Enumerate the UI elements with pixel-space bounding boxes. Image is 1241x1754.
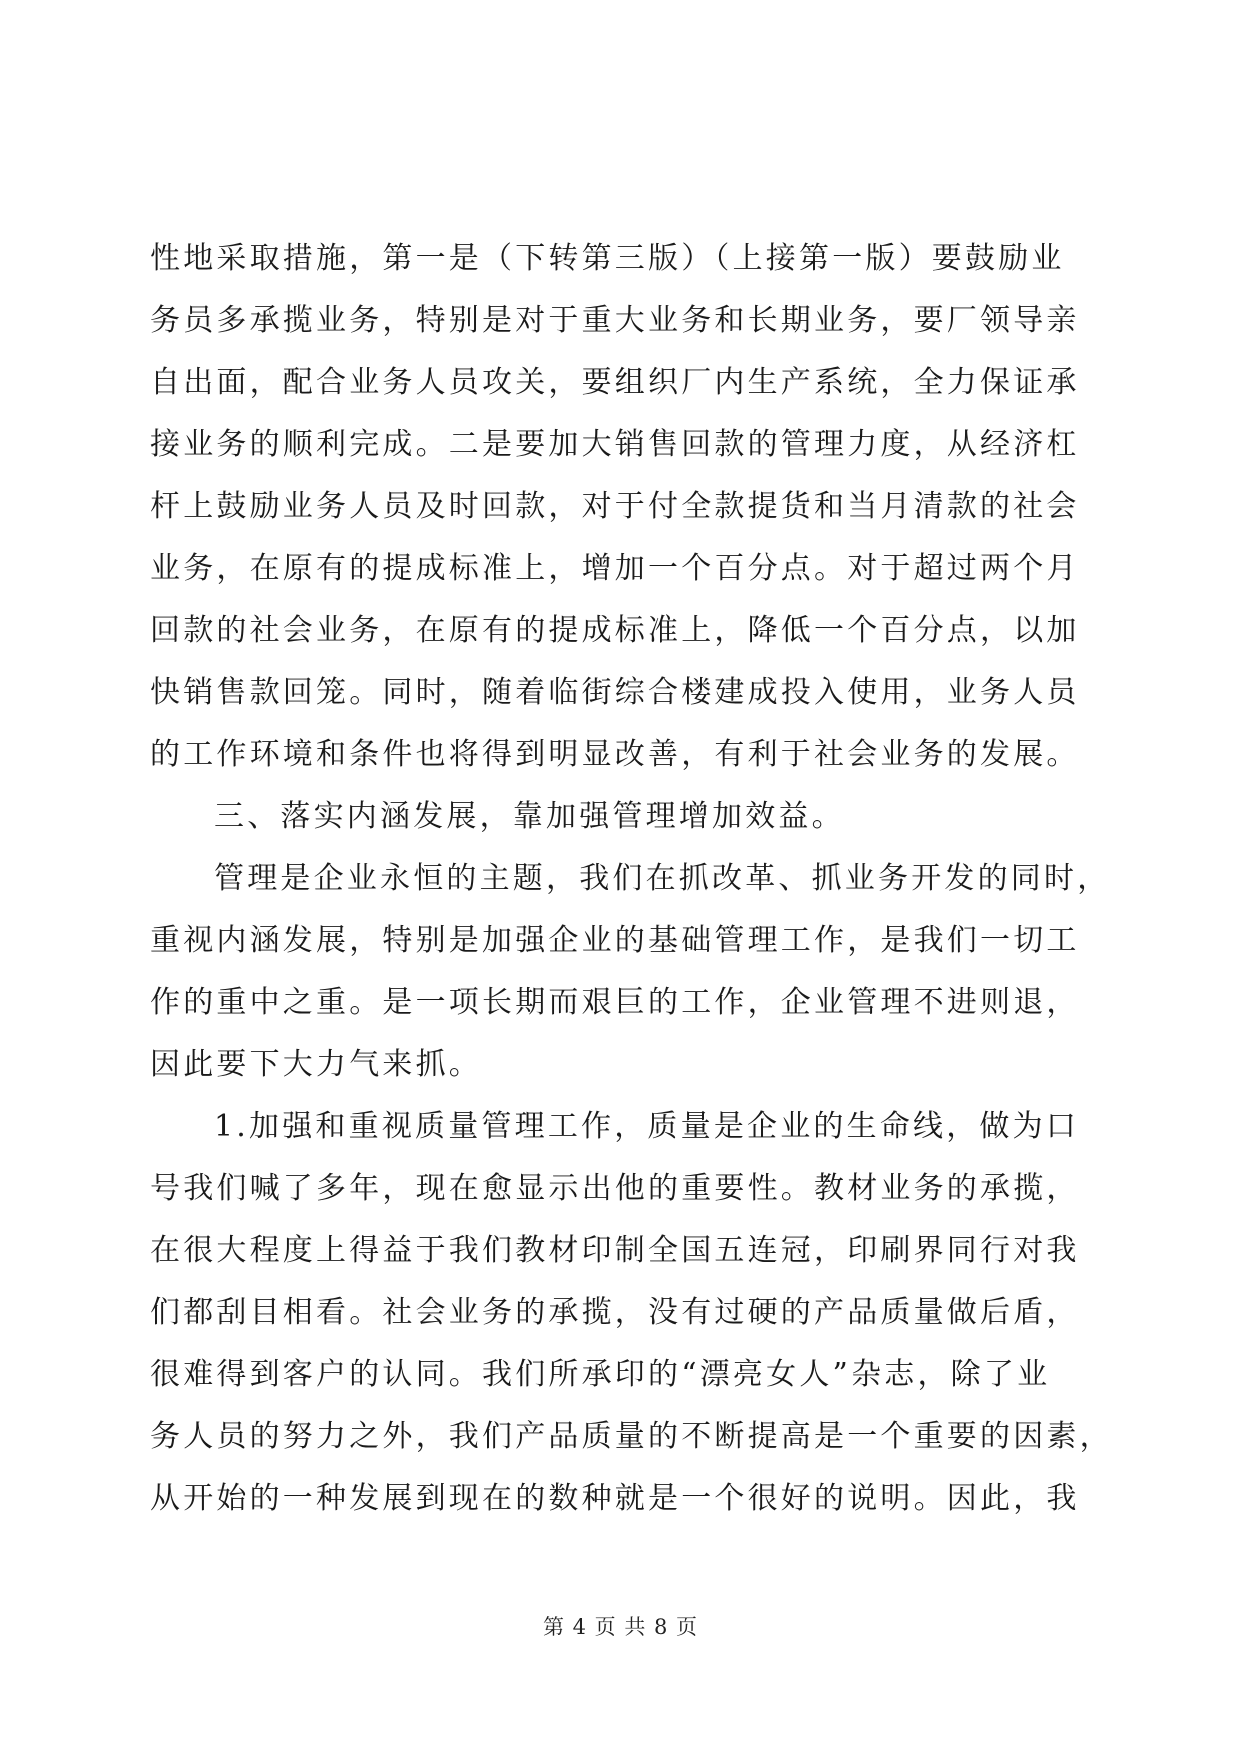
text-line: 快销售款回笼。同时，随着临街综合楼建成投入使用，业务人员 xyxy=(150,675,1080,710)
text-line: 很难得到客户的认同。我们所承印的“漂亮女人”杂志，除了业 xyxy=(150,1357,1051,1392)
page-footer: 第 4 页 共 8 页 xyxy=(542,1615,699,1639)
text-line: 号我们喊了多年，现在愈显示出他的重要性。教材业务的承揽， xyxy=(150,1171,1080,1206)
section-heading: 三、落实内涵发展，靠加强管理增加效益。 xyxy=(214,799,845,834)
text-line: 回款的社会业务，在原有的提成标准上，降低一个百分点，以加 xyxy=(150,613,1080,648)
text-line: 性地采取措施，第一是（下转第三版）（上接第一版）要鼓励业 xyxy=(150,241,1065,276)
text-line: 业务，在原有的提成标准上，增加一个百分点。对于超过两个月 xyxy=(150,551,1080,586)
text-line: 们都刮目相看。社会业务的承揽，没有过硬的产品质量做后盾， xyxy=(150,1295,1080,1330)
document-body xyxy=(150,228,1113,1530)
text-line: 管理是企业永恒的主题，我们在抓改革、抓业务开发的同时， xyxy=(214,861,1111,896)
text-line: 在很大程度上得益于我们教材印制全国五连冠，印刷界同行对我 xyxy=(150,1233,1080,1268)
text-line: 1.加强和重视质量管理工作，质量是企业的生命线，做为口 xyxy=(214,1109,1080,1144)
text-line: 务人员的努力之外，我们产品质量的不断提高是一个重要的因素， xyxy=(150,1419,1113,1454)
text-line: 作的重中之重。是一项长期而艰巨的工作，企业管理不进则退， xyxy=(150,985,1080,1020)
text-line: 杆上鼓励业务人员及时回款，对于付全款提货和当月清款的社会 xyxy=(150,489,1080,524)
text-line: 重视内涵发展，特别是加强企业的基础管理工作，是我们一切工 xyxy=(150,923,1080,958)
text-line: 接业务的顺利完成。二是要加大销售回款的管理力度，从经济杠 xyxy=(150,427,1080,462)
text-line: 从开始的一种发展到现在的数种就是一个很好的说明。因此，我 xyxy=(150,1481,1080,1516)
text-line: 自出面，配合业务人员攻关，要组织厂内生产系统，全力保证承 xyxy=(150,365,1080,400)
text-line: 的工作环境和条件也将得到明显改善，有利于社会业务的发展。 xyxy=(150,737,1080,772)
text-line: 因此要下大力气来抓。 xyxy=(150,1047,482,1082)
text-line: 务员多承揽业务，特别是对于重大业务和长期业务，要厂领导亲 xyxy=(150,303,1080,338)
